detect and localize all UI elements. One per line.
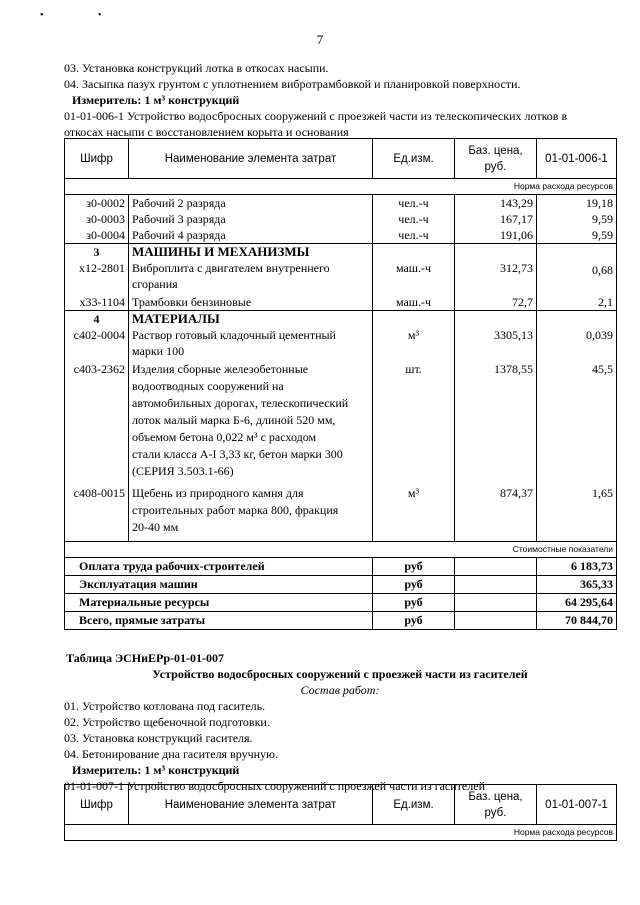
- total-unit: руб: [373, 593, 455, 611]
- norm-label: Норма расхода ресурсов: [65, 825, 617, 841]
- row-unit: чел.-ч: [373, 211, 455, 227]
- header-name: Наименование элемента затрат: [129, 139, 373, 179]
- total-value: 6 183,73: [537, 557, 617, 575]
- row-price: 167,17: [455, 211, 537, 227]
- row-price: 1378,55: [455, 361, 537, 481]
- scan-marks: • •: [40, 10, 128, 21]
- section-title: МАШИНЫ И МЕХАНИЗМЫ: [129, 244, 373, 261]
- intro-block: [64, 60, 616, 140]
- row-name: Щебень из природного камня для строительных работ марка 800, фракция 20-40 мм: [129, 481, 373, 541]
- total-label: Эксплуатация машин: [65, 575, 373, 593]
- row-code: х33-1104: [65, 294, 129, 311]
- row-unit: м³: [373, 481, 455, 541]
- row-code: с408-0015: [65, 481, 129, 541]
- table-subtitle: Устройство водосбросных сооружений с проезжей части из гасителей: [152, 667, 528, 681]
- total-label: Всего, прямые затраты: [65, 611, 373, 629]
- total-value: 64 295,64: [537, 593, 617, 611]
- code-description: 01-01-007-1 Устройство водосбросных сооружений с проезжей части из гасителей: [64, 779, 485, 793]
- header-code: Шифр: [65, 139, 129, 179]
- meter-line: Измеритель: 1 м³ конструкций: [72, 763, 240, 777]
- row-code: с402-0004: [65, 327, 129, 361]
- row-name: Рабочий 2 разряда: [129, 195, 373, 212]
- total-unit: руб: [373, 557, 455, 575]
- section-2: [64, 650, 616, 794]
- norm-label: Норма расхода ресурсов: [65, 179, 617, 195]
- row-price: 3305,13: [455, 327, 537, 361]
- total-value: 70 844,70: [537, 611, 617, 629]
- header-price: Баз. цена, руб.: [455, 785, 537, 825]
- row-norm: 0,68: [537, 260, 617, 294]
- total-unit: руб: [373, 575, 455, 593]
- row-price: 312,73: [455, 260, 537, 294]
- row-norm: 2,1: [537, 294, 617, 311]
- row-norm: 0,039: [537, 327, 617, 361]
- header-norm: 01-01-006-1: [537, 139, 617, 179]
- row-price: 191,06: [455, 227, 537, 244]
- header-unit: Ед.изм.: [373, 785, 455, 825]
- row-unit: чел.-ч: [373, 227, 455, 244]
- work-item: 04. Бетонирование дна гасителя вручную.: [64, 747, 279, 761]
- row-price: 72,7: [455, 294, 537, 311]
- total-value: 365,33: [537, 575, 617, 593]
- header-name: Наименование элемента затрат: [129, 785, 373, 825]
- row-price: 143,29: [455, 195, 537, 212]
- row-name: Трамбовки бензиновые: [129, 294, 373, 311]
- row-norm: 19,18: [537, 195, 617, 212]
- section-number: 3: [65, 244, 129, 261]
- row-code: с403-2362: [65, 361, 129, 481]
- work-item: 03. Установка конструкций гасителя.: [64, 731, 253, 745]
- row-code: з0-0004: [65, 227, 129, 244]
- row-code: з0-0002: [65, 195, 129, 212]
- header-price: Баз. цена, руб.: [455, 139, 537, 179]
- row-norm: 1,65: [537, 481, 617, 541]
- total-label: Материальные ресурсы: [65, 593, 373, 611]
- works-title: Состав работ:: [300, 683, 380, 697]
- total-unit: руб: [373, 611, 455, 629]
- row-norm: 9,59: [537, 227, 617, 244]
- row-norm: 9,59: [537, 211, 617, 227]
- header-code: Шифр: [65, 785, 129, 825]
- row-unit: шт.: [373, 361, 455, 481]
- table-title: Таблица ЭСНиЕРр-01-01-007: [66, 651, 225, 665]
- row-name: Виброплита с двигателем внутреннего сгорания: [129, 260, 373, 294]
- operation-line: 03. Установка конструкций лотка в откосах насыпи.: [64, 61, 329, 75]
- resource-table-1: [64, 138, 616, 630]
- work-item: 02. Устройство щебеночной подготовки.: [64, 715, 270, 729]
- row-name: Рабочий 4 разряда: [129, 227, 373, 244]
- row-unit: маш.-ч: [373, 260, 455, 294]
- resource-table-2: [64, 784, 616, 841]
- cost-label: Стоимостные показатели: [65, 541, 617, 557]
- code-description: 01-01-006-1 Устройство водосбросных сооружений с проезжей части из телескопических лотков в: [64, 109, 568, 123]
- header-unit: Ед.изм.: [373, 139, 455, 179]
- row-unit: маш.-ч: [373, 294, 455, 311]
- header-norm: 01-01-007-1: [537, 785, 617, 825]
- row-name: Рабочий 3 разряда: [129, 211, 373, 227]
- total-label: Оплата труда рабочих-строителей: [65, 557, 373, 575]
- meter-line: Измеритель: 1 м³ конструкций: [72, 93, 240, 107]
- row-unit: м³: [373, 327, 455, 361]
- operation-line: 04. Засыпка пазух грунтом с уплотнением вибротрамбовкой и планировкой поверхности.: [64, 77, 521, 91]
- work-item: 01. Устройство котлована под гаситель.: [64, 699, 266, 713]
- row-name: Изделия сборные железобетонные водоотводных сооружений на автомобильных дорогах, телескопический лоток малый марка Б-6, длиной 520 мм, объемом бетона 0,022 м³ с расходом стали класса А-I 3,33 кг, бетон марки 300 (СЕРИЯ 3.503.1-66): [129, 361, 373, 481]
- row-norm: 45,5: [537, 361, 617, 481]
- section-number: 4: [65, 311, 129, 328]
- row-unit: чел.-ч: [373, 195, 455, 212]
- row-code: з0-0003: [65, 211, 129, 227]
- row-price: 874,37: [455, 481, 537, 541]
- page-number: 7: [316, 32, 324, 47]
- code-description: откосах насыпи с восстановлением корыта и основания: [64, 125, 349, 139]
- row-code: х12-2801: [65, 260, 129, 294]
- section-title: МАТЕРИАЛЫ: [129, 311, 373, 328]
- row-name: Раствор готовый кладочный цементный марки 100: [129, 327, 373, 361]
